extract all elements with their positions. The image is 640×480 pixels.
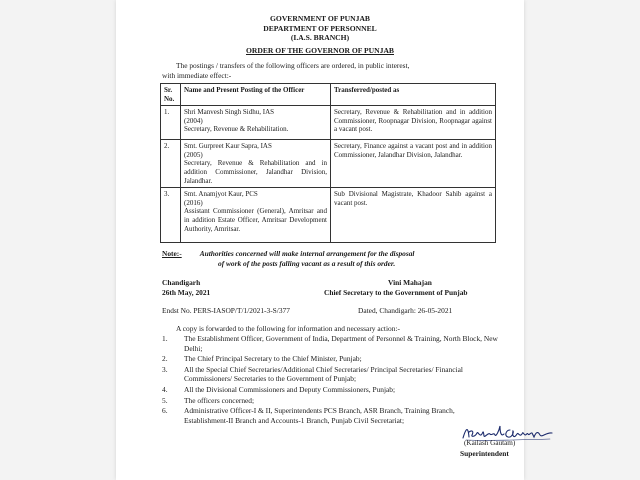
intro-line-2: with immediate effect:- — [162, 70, 232, 80]
header-department: DEPARTMENT OF PERSONNEL — [263, 23, 377, 33]
list-item — [162, 385, 498, 395]
cell-sr: 2. — [161, 140, 181, 188]
intro-line-1: The postings / transfers of the following officers are ordered, in public interest, — [176, 61, 410, 70]
officer-name: Smt. Anamjyot Kaur, PCS — [184, 190, 258, 199]
transfer-table — [160, 83, 496, 243]
cell-sr: 1. — [161, 106, 181, 140]
note-block — [162, 249, 492, 268]
list-text: All the Divisional Commissioners and Deputy Commissioners, Punjab; — [184, 384, 396, 394]
list-text: The Establishment Officer, Government of India, Department of Personnel & Training, North Block, New Delhi; — [184, 334, 498, 353]
copy-intro: A copy is forwarded to the following for information and necessary action:- — [176, 324, 400, 333]
table-row — [161, 188, 496, 243]
note-label: Note:- — [162, 249, 182, 258]
officer-posting: Assistant Commissioner (General), Amritsar and in addition Estate Officer, Amritsar Development Authority, Amritsar. — [184, 207, 327, 233]
table-header-row — [161, 84, 496, 106]
officer-name: Smt. Gurpreet Kaur Sapra, IAS — [184, 142, 272, 151]
note-text-1: Authorities concerned will make internal arrangement for the disposal — [199, 249, 415, 258]
officer-posting: Secretary, Revenue & Rehabilitation. — [184, 125, 289, 134]
header-government: GOVERNMENT OF PUNJAB — [270, 14, 370, 23]
intro-paragraph — [162, 61, 492, 80]
list-number: 3. — [162, 364, 168, 374]
order-title: ORDER OF THE GOVERNOR OF PUNJAB — [245, 46, 394, 55]
cell-officer — [181, 106, 331, 140]
list-number: 1. — [162, 334, 168, 343]
superintendent-designation: Superintendent — [460, 449, 509, 458]
list-number: 5. — [162, 395, 168, 405]
list-item — [162, 396, 498, 406]
document-header — [116, 14, 524, 43]
list-number: 6. — [162, 406, 168, 416]
officer-batch: (2004) — [184, 116, 203, 125]
cell-transferred: Secretary, Revenue & Rehabilitation and in addition Commissioner, Roopnagar Division, Roopnagar against a vacant post. — [331, 106, 496, 140]
signatory-designation: Chief Secretary to the Government of Punjab — [324, 287, 468, 297]
header-name-posting: Name and Present Posting of the Officer — [181, 84, 331, 106]
cell-sr: 3. — [161, 188, 181, 243]
list-item — [162, 406, 498, 425]
list-number: 4. — [162, 384, 168, 394]
list-text: The Chief Principal Secretary to the Chief Minister, Punjab; — [184, 354, 362, 364]
order-date: 26th May, 2021 — [162, 287, 211, 297]
table-row — [161, 140, 496, 188]
header-sr-no: Sr. No. — [161, 84, 181, 106]
superintendent-name: (Kailash Gautam) — [464, 439, 516, 447]
copy-recipient-list — [162, 334, 498, 426]
note-line-2: of work of the posts falling vacant as a result of this order. — [218, 258, 396, 268]
list-item — [162, 334, 498, 353]
officer-batch: (2016) — [184, 198, 203, 207]
endorsement-number: Endst No. PERS-IASOP/T/1/2021-3-S/377 — [162, 306, 290, 315]
note-line-1 — [162, 249, 492, 259]
document-page — [116, 0, 524, 480]
place: Chandigarh — [162, 278, 201, 287]
cell-officer — [181, 188, 331, 243]
header-branch: (I.A.S. BRANCH) — [290, 33, 350, 43]
signatory-block — [324, 278, 468, 297]
signatory-name: Vini Mahajan — [388, 278, 432, 287]
list-item — [162, 365, 498, 384]
officer-batch: (2005) — [184, 150, 203, 159]
list-text: The officers concerned; — [184, 395, 255, 405]
list-item — [162, 354, 498, 364]
cell-transferred: Sub Divisional Magistrate, Khadoor Sahib against a vacant post. — [331, 188, 496, 243]
place-date — [162, 278, 210, 297]
list-text: All the Special Chief Secretaries/Additional Chief Secretaries/ Principal Secretaries/ Financial Commissioners/ Secretaries to the Government of Punjab; — [184, 364, 463, 384]
cell-transferred: Secretary, Finance against a vacant post and in addition Commissioner, Jalandhar Division, Jalandhar. — [331, 140, 496, 188]
list-text: Administrative Officer-I & II, Superintendents PCS Branch, ASR Branch, Training Branch, Establishment-II Branch and Accounts-1 Branch, Punjab Civil Secretariat; — [184, 406, 455, 425]
officer-name: Shri Manvesh Singh Sidhu, IAS — [184, 108, 275, 117]
officer-posting: Secretary, Revenue & Rehabilitation and in addition Commissioner, Jalandhar Division, Jalandhar. — [184, 159, 327, 185]
cell-officer — [181, 140, 331, 188]
endorsement-date: Dated, Chandigarh: 26-05-2021 — [358, 306, 453, 315]
table-row — [161, 106, 496, 140]
list-number: 2. — [162, 354, 168, 364]
header-transferred: Transferred/posted as — [331, 84, 496, 106]
